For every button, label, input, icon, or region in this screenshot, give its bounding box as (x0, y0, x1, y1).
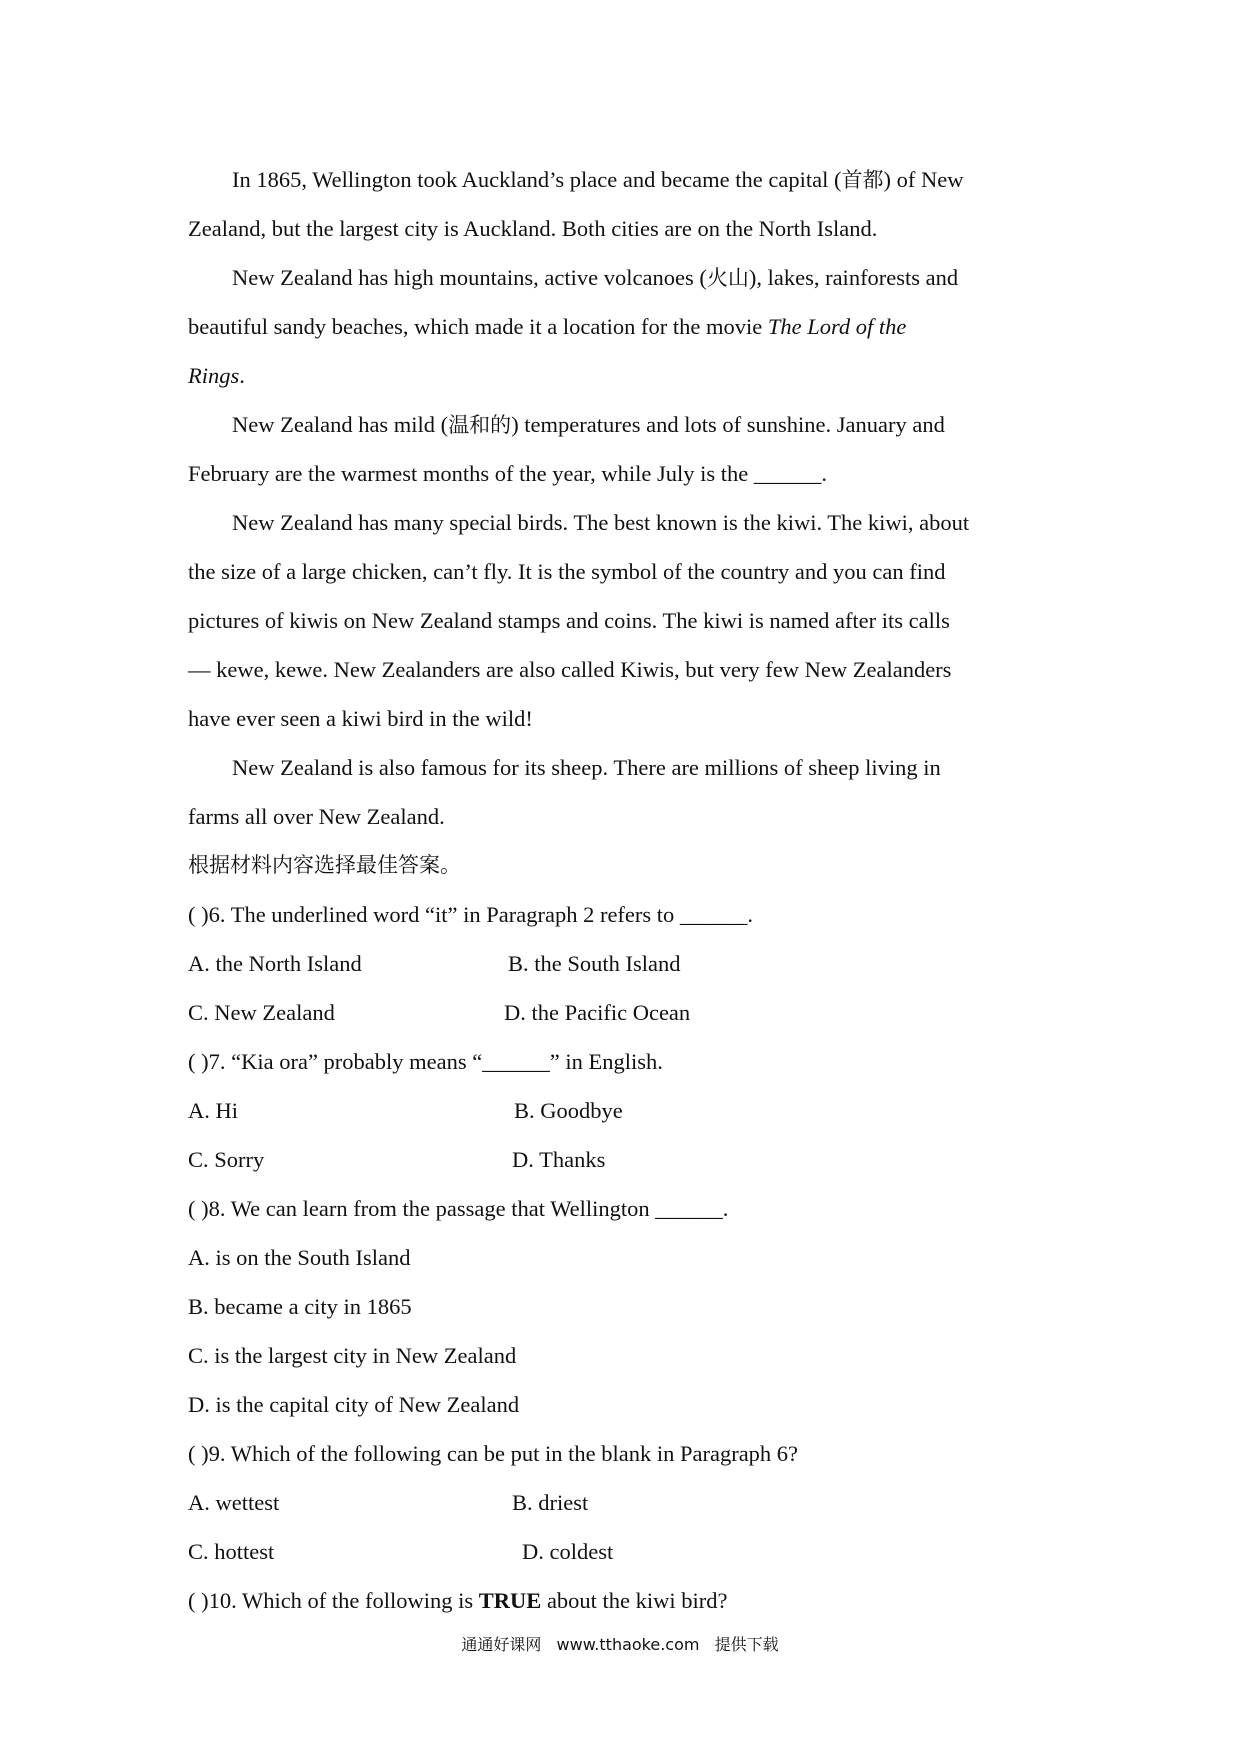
text: about the kiwi bird? (541, 1588, 728, 1613)
paragraph-line: — kewe, kewe. New Zealanders are also called Kiwis, but very few New Zealanders (188, 657, 952, 682)
chinese-gloss: 温和的 (448, 413, 512, 437)
paragraph-line: the size of a large chicken, can’t fly. It is the symbol of the country and you can find (188, 559, 946, 584)
paragraph-line: farms all over New Zealand. (188, 804, 445, 829)
instruction: 根据材料内容选择最佳答案。 (188, 853, 461, 877)
option-row (188, 1527, 1068, 1576)
text: ( )10. Which of the following is (188, 1588, 479, 1613)
option-b[interactable]: B. Goodbye (514, 1098, 623, 1123)
movie-title: The Lord of the (767, 314, 907, 339)
emphasis: TRUE (478, 1588, 542, 1613)
paragraph-line: New Zealand has many special birds. The best known is the kiwi. The kiwi, about (232, 510, 970, 535)
paragraph-line: New Zealand is also famous for its sheep. There are millions of sheep living in (232, 755, 941, 780)
text: . (239, 363, 245, 388)
question-stem: ( )6. The underlined word “it” in Paragraph 2 refers to ______. (188, 902, 754, 927)
option-b[interactable]: B. became a city in 1865 (188, 1294, 412, 1319)
option-c[interactable]: C. Sorry (188, 1147, 265, 1172)
question-stem: ( )7. “Kia ora” probably means “______” in English. (188, 1049, 663, 1074)
question-stem: ( )9. Which of the following can be put in the blank in Paragraph 6? (188, 1441, 799, 1466)
text: New Zealand has high mountains, active volcanoes ( (232, 265, 707, 290)
paragraph-line: February are the warmest months of the year, while July is the ______. (188, 461, 827, 486)
footer-tail: 提供下载 (714, 1635, 779, 1654)
paragraph-line (188, 155, 1068, 204)
paragraph-line: have ever seen a kiwi bird in the wild! (188, 706, 533, 731)
text: beautiful sandy beaches, which made it a location for the movie (188, 314, 768, 339)
option-d[interactable]: D. coldest (522, 1539, 614, 1564)
paragraph-line (188, 302, 1068, 351)
document-page (188, 155, 1068, 1625)
movie-title: Rings (188, 363, 240, 388)
option-c[interactable]: C. New Zealand (188, 1000, 335, 1025)
text: In 1865, Wellington took Auckland’s place and became the capital ( (232, 167, 842, 192)
option-a[interactable]: A. Hi (188, 1098, 238, 1123)
option-c[interactable]: C. is the largest city in New Zealand (188, 1343, 517, 1368)
footer-url[interactable]: www.tthaoke.com (556, 1635, 700, 1654)
paragraph-line: pictures of kiwis on New Zealand stamps and coins. The kiwi is named after its calls (188, 608, 950, 633)
paragraph-line (188, 351, 1068, 400)
option-row (188, 939, 1068, 988)
paragraph-line: Zealand, but the largest city is Auckland. Both cities are on the North Island. (188, 216, 878, 241)
chinese-gloss: 首都 (841, 168, 884, 192)
text: ) of New (883, 167, 964, 192)
paragraph-line (188, 400, 1068, 449)
option-row (188, 1135, 1068, 1184)
option-row (188, 1478, 1068, 1527)
option-a[interactable]: A. the North Island (188, 951, 362, 976)
chinese-gloss: 火山 (706, 266, 749, 290)
question-stem (188, 1576, 1068, 1625)
option-c[interactable]: C. hottest (188, 1539, 275, 1564)
option-b[interactable]: B. the South Island (508, 951, 681, 976)
option-d[interactable]: D. the Pacific Ocean (504, 1000, 691, 1025)
option-b[interactable]: B. driest (512, 1490, 589, 1515)
paragraph-line (188, 253, 1068, 302)
question-stem: ( )8. We can learn from the passage that Wellington ______. (188, 1196, 729, 1221)
option-d[interactable]: D. is the capital city of New Zealand (188, 1392, 520, 1417)
option-a[interactable]: A. wettest (188, 1490, 280, 1515)
text: ), lakes, rainforests and (748, 265, 959, 290)
option-a[interactable]: A. is on the South Island (188, 1245, 411, 1270)
option-row (188, 988, 1068, 1037)
option-row (188, 1086, 1068, 1135)
text: New Zealand has mild ( (232, 412, 449, 437)
text: ) temperatures and lots of sunshine. January and (511, 412, 945, 437)
option-d[interactable]: D. Thanks (512, 1147, 606, 1172)
footer-site-name: 通通好课网 (461, 1635, 542, 1654)
page-footer (0, 1632, 1240, 1655)
